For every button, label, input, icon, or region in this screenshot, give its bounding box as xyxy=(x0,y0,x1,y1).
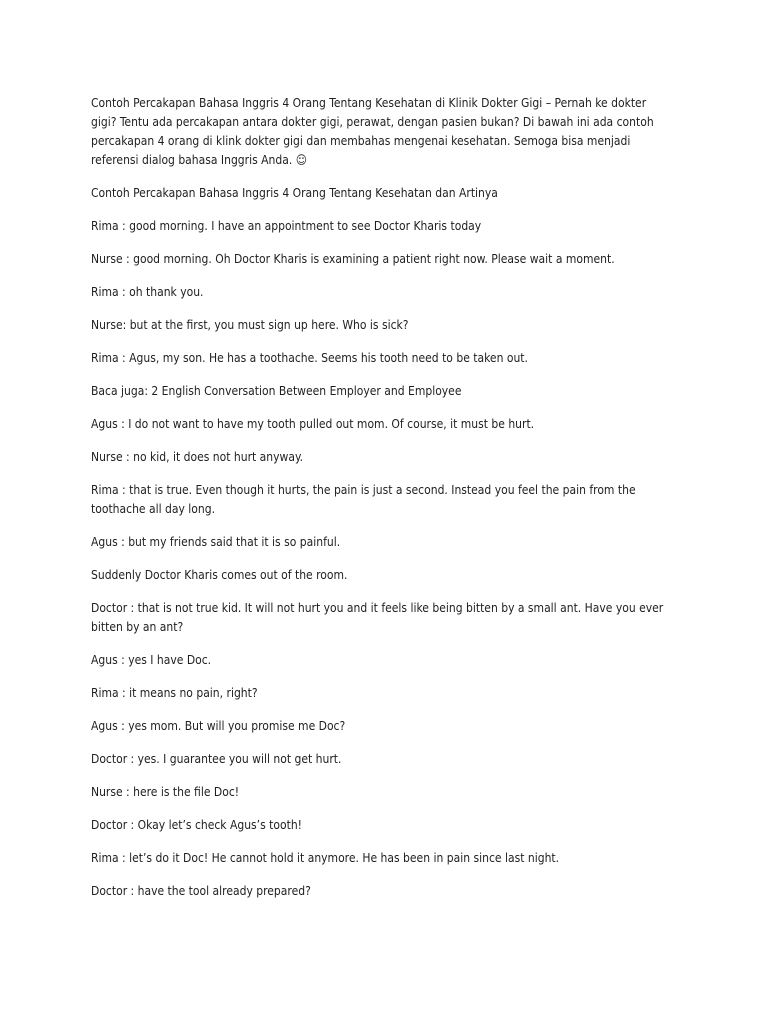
dialog-line: Nurse: but at the first, you must sign up here. Who is sick? xyxy=(91,318,409,332)
narration-line: Suddenly Doctor Kharis comes out of the room. xyxy=(91,568,348,582)
dialog-line: Rima : that is true. Even though it hurts, the pain is just a second. Instead you feel the pain from the toothache all day long. xyxy=(91,483,636,516)
dialog-line: Rima : let’s do it Doc! He cannot hold it anymore. He has been in pain since last night. xyxy=(91,851,560,865)
dialog-line: Doctor : that is not true kid. It will not hurt you and it feels like being bitten by a small ant. Have you ever bitten by an ant? xyxy=(91,601,664,634)
intro-paragraph: Contoh Percakapan Bahasa Inggris 4 Orang Tentang Kesehatan di Klinik Dokter Gigi – Pernah ke dokter gigi? Tentu ada percakapan antara dokter gigi, perawat, dengan pasien bukan? Di bawah ini ada contoh percakapan 4 orang di klink dokter gigi dan membahas mengenai kesehatan. Semoga bisa menjadi referensi dialog bahasa Inggris Anda. ☺ xyxy=(91,96,654,167)
see-also-line: Baca juga: 2 English Conversation Between Employer and Employee xyxy=(91,384,462,398)
dialog-line: Doctor : yes. I guarantee you will not get hurt. xyxy=(91,752,342,766)
dialog-line: Rima : good morning. I have an appointment to see Doctor Kharis today xyxy=(91,219,482,233)
dialog-line: Doctor : have the tool already prepared? xyxy=(91,884,311,898)
document-body xyxy=(91,94,691,915)
dialog-line: Doctor : Okay let’s check Agus’s tooth! xyxy=(91,818,303,832)
dialog-line: Agus : yes I have Doc. xyxy=(91,653,212,667)
dialog-line: Nurse : good morning. Oh Doctor Kharis is examining a patient right now. Please wait a moment. xyxy=(91,252,615,266)
dialog-line: Rima : oh thank you. xyxy=(91,285,204,299)
dialog-line: Agus : but my friends said that it is so painful. xyxy=(91,535,341,549)
dialog-line: Nurse : no kid, it does not hurt anyway. xyxy=(91,450,304,464)
dialog-line: Agus : yes mom. But will you promise me Doc? xyxy=(91,719,346,733)
dialog-line: Rima : it means no pain, right? xyxy=(91,686,258,700)
dialog-line: Agus : I do not want to have my tooth pulled out mom. Of course, it must be hurt. xyxy=(91,417,535,431)
dialog-line: Nurse : here is the file Doc! xyxy=(91,785,240,799)
section-heading: Contoh Percakapan Bahasa Inggris 4 Orang Tentang Kesehatan dan Artinya xyxy=(91,186,498,200)
dialog-line: Rima : Agus, my son. He has a toothache. Seems his tooth need to be taken out. xyxy=(91,351,528,365)
